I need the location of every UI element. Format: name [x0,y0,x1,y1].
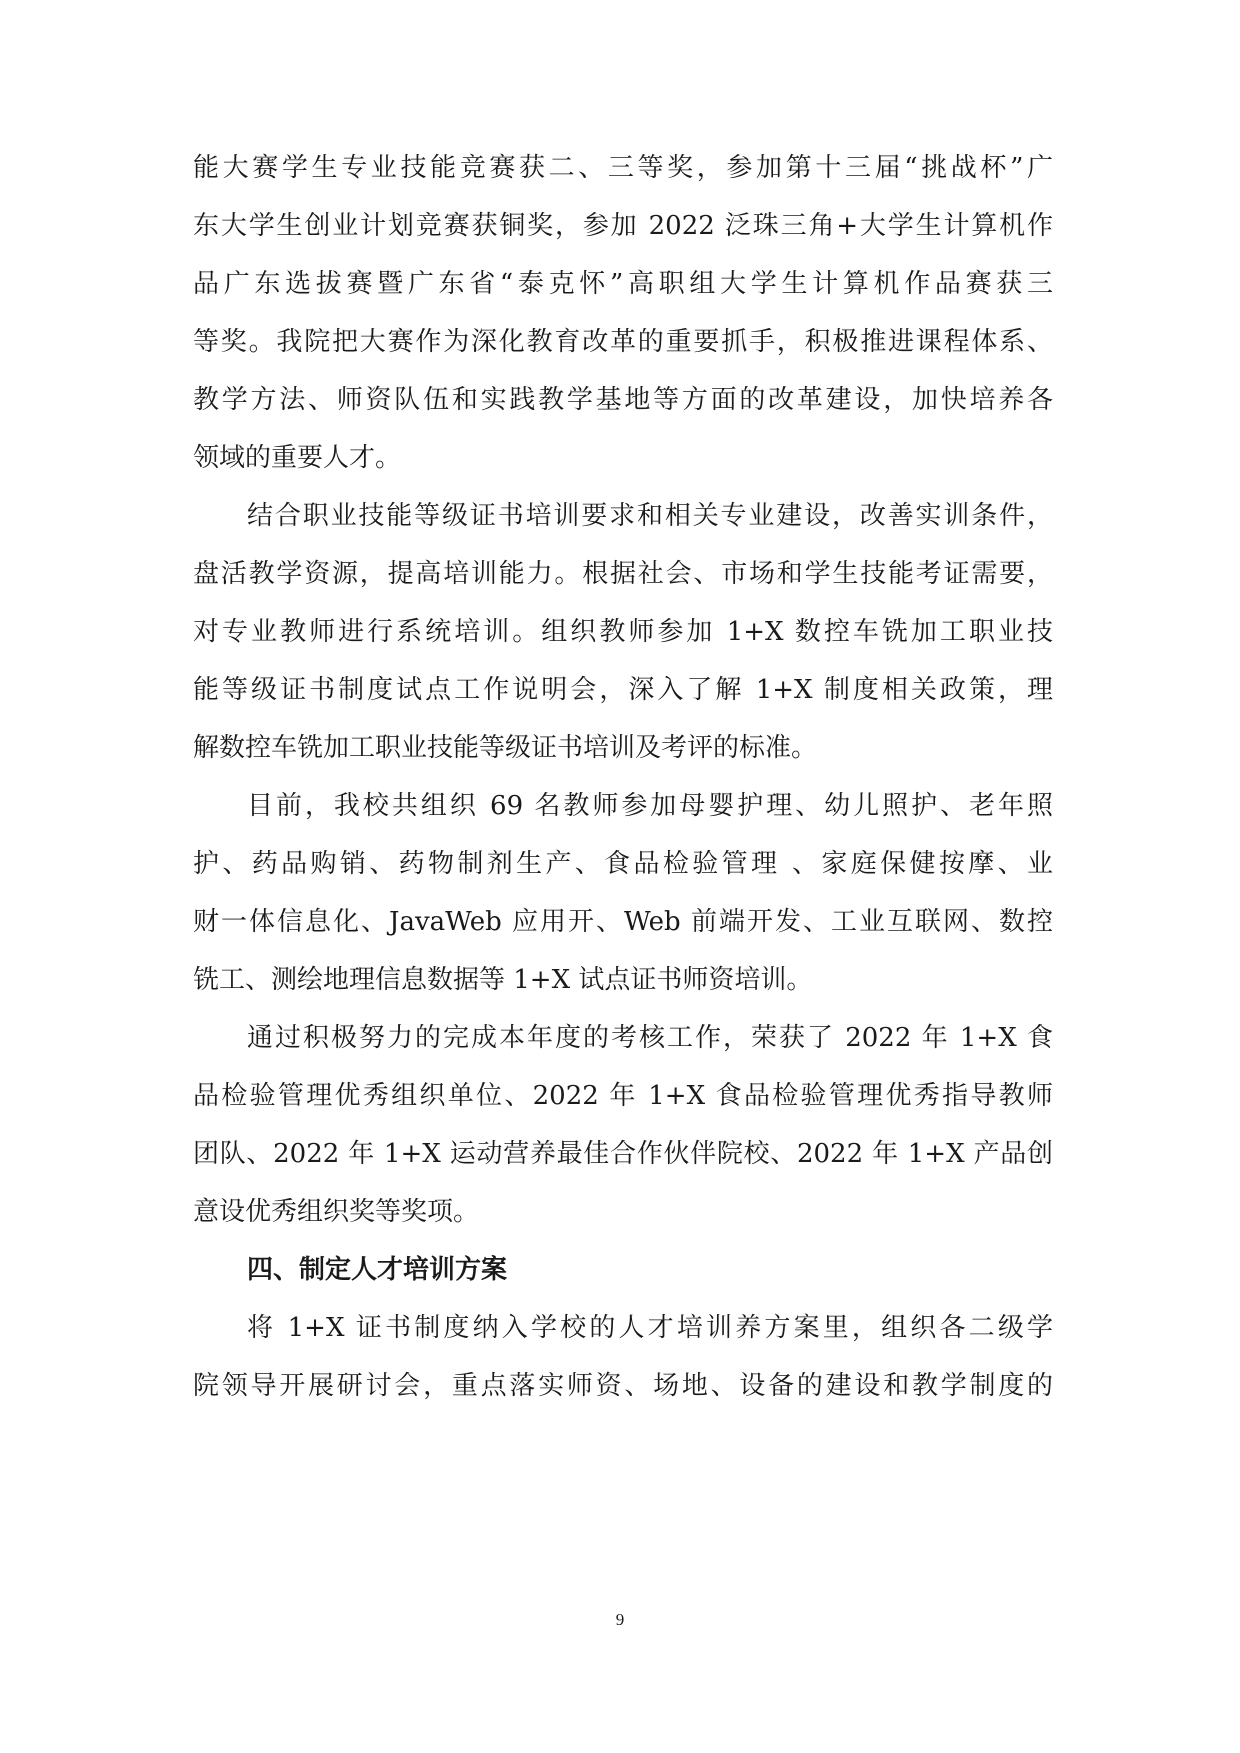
text-line: 等奖。我院把大赛作为深化教育改革的重要抓手，积极推进课程体系、 [193,327,1053,357]
text-line: 通过积极努力的完成本年度的考核工作，荣获了 2022 年 1+X 食 [247,1023,1053,1053]
text-line: 教学方法、师资队伍和实践教学基地等方面的改革建设，加快培养各 [193,385,1053,415]
text-line: 意设优秀组织奖等奖项。 [193,1197,480,1227]
text-line: 能大赛学生专业技能竞赛获二、三等奖，参加第十三届“挑战杯”广 [193,153,1053,183]
text-line: 品广东选拔赛暨广东省“泰克怀”高职组大学生计算机作品赛获三 [193,269,1053,299]
text-line: 品检验管理优秀组织单位、2022 年 1+X 食品检验管理优秀指导教师 [193,1081,1053,1111]
text-line: 将 1+X 证书制度纳入学校的人才培训养方案里，组织各二级学 [247,1313,1053,1343]
text-line: 能等级证书制度试点工作说明会，深入了解 1+X 制度相关政策，理 [193,675,1053,705]
text-line: 财一体信息化、JavaWeb 应用开、Web 前端开发、工业互联网、数控 [193,907,1053,937]
section-heading: 四、制定人才培训方案 [247,1255,508,1285]
text-line: 领域的重要人才。 [193,443,402,473]
text-line: 护、药品购销、药物制剂生产、食品检验管理 、家庭保健按摩、业 [193,849,1053,879]
text-line: 盘活教学资源，提高培训能力。根据社会、市场和学生技能考证需要， [193,559,1053,589]
text-line: 结合职业技能等级证书培训要求和相关专业建设，改善实训条件， [247,501,1053,531]
text-line: 目前，我校共组织 69 名教师参加母婴护理、幼儿照护、老年照 [247,791,1053,821]
page-number: 9 [615,1610,625,1629]
text-line: 铣工、测绘地理信息数据等 1+X 试点证书师资培训。 [193,965,813,995]
text-line: 东大学生创业计划竞赛获铜奖，参加 2022 泛珠三角+大学生计算机作 [193,211,1053,241]
text-line: 解数控车铣加工职业技能等级证书培训及考评的标准。 [193,733,818,763]
text-line: 对专业教师进行系统培训。组织教师参加 1+X 数控车铣加工职业技 [193,617,1053,647]
text-line: 团队、2022 年 1+X 运动营养最佳合作伙伴院校、2022 年 1+X 产品创 [193,1139,1053,1169]
text-line: 院领导开展研讨会，重点落实师资、场地、设备的建设和教学制度的 [193,1371,1053,1401]
